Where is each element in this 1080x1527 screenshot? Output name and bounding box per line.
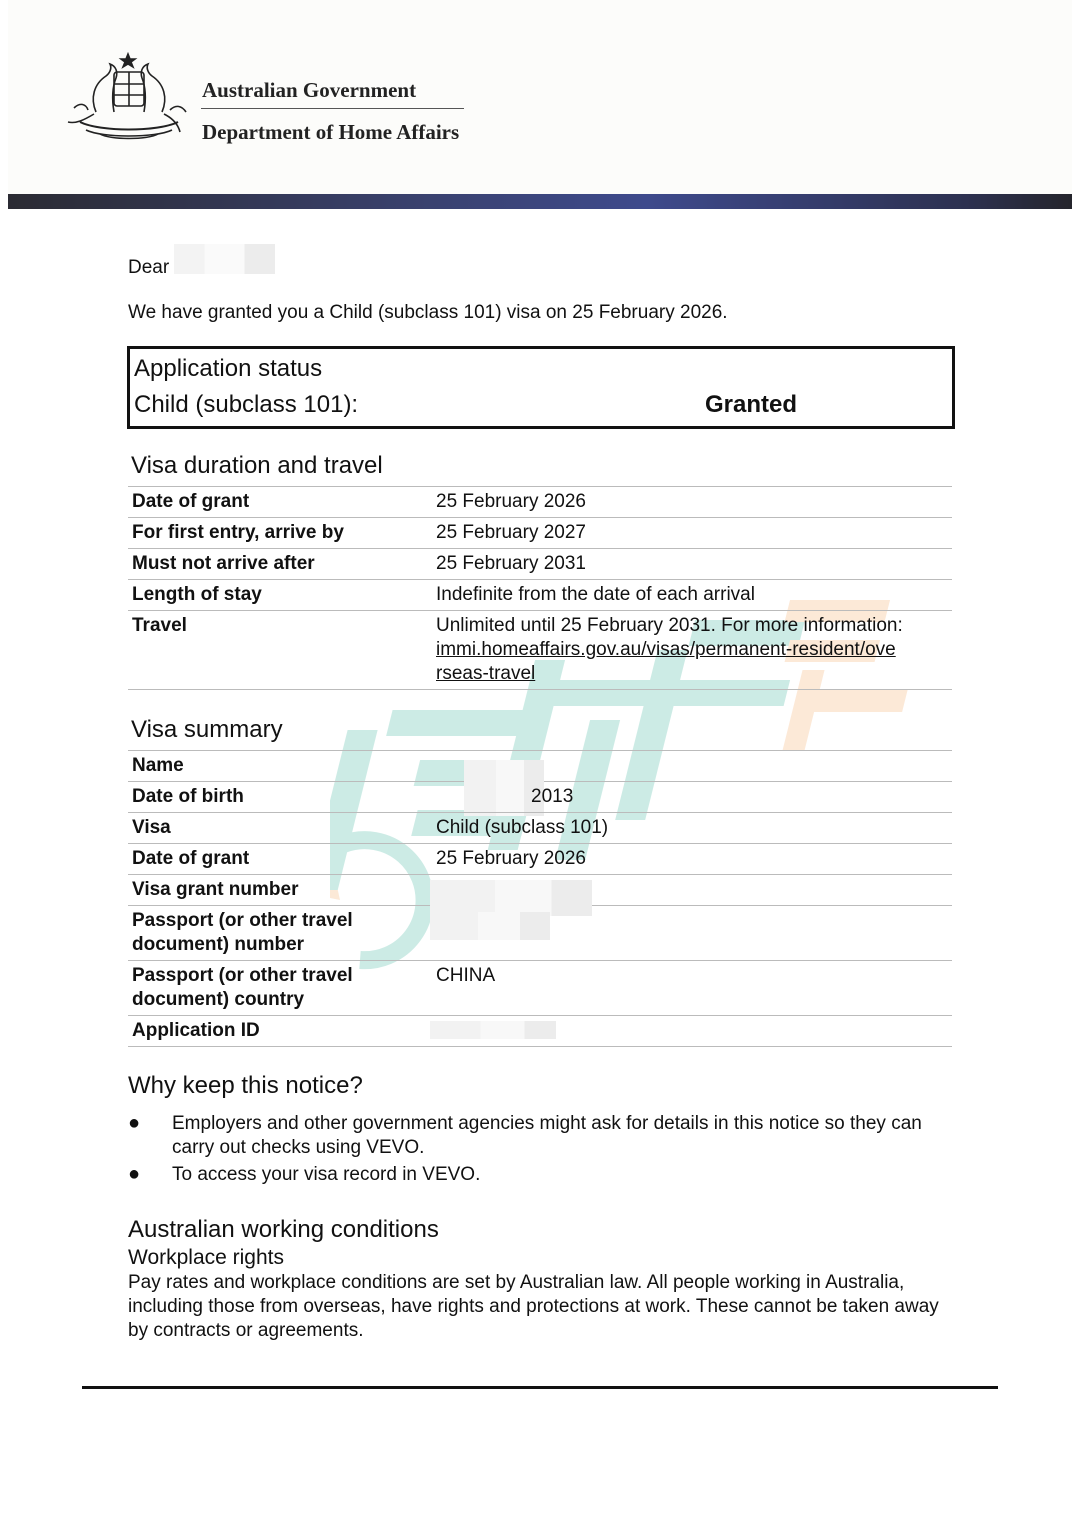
footer-divider bbox=[82, 1386, 998, 1389]
table-row: Date of grant 25 February 2026 bbox=[128, 844, 952, 875]
header-band bbox=[8, 194, 1072, 209]
coat-of-arms-icon bbox=[66, 52, 192, 146]
table-row: Passport (or other travel document) number bbox=[128, 906, 952, 961]
table-row: Date of birth 2013 bbox=[128, 782, 952, 813]
table-row: Must not arrive after 25 February 2031 bbox=[128, 549, 952, 580]
table-row: Name bbox=[128, 751, 952, 782]
redacted-passport-number bbox=[430, 912, 550, 940]
duration-heading: Visa duration and travel bbox=[131, 452, 383, 479]
government-title: Australian Government bbox=[202, 78, 417, 102]
table-row: Length of stay Indefinite from the date of each arrival bbox=[128, 580, 952, 611]
workplace-rights-paragraph: Pay rates and workplace conditions are set by Australian law. All people working in Australia, including those from overseas, have rights and protections at work. These cannot be taken away by contracts or agreements. bbox=[128, 1272, 939, 1341]
table-row: Date of grant 25 February 2026 bbox=[128, 487, 952, 518]
salutation: Dear bbox=[128, 257, 170, 278]
table-row: Travel Unlimited until 25 February 2031. For more information: immi.homeaffairs.gov.au/visas/permanent-resident/overseas-travel bbox=[128, 611, 952, 690]
header-divider bbox=[201, 108, 464, 109]
grant-intro: We have granted you a Child (subclass 101) visa on 25 February 2026. bbox=[128, 302, 728, 323]
redacted-application-id bbox=[430, 1021, 556, 1039]
overseas-travel-link[interactable]: immi.homeaffairs.gov.au/visas/permanent-resident/overseas-travel bbox=[436, 639, 896, 684]
working-heading: Australian working conditions bbox=[128, 1216, 439, 1243]
workplace-rights-subheading: Workplace rights bbox=[128, 1246, 285, 1269]
table-row: Visa grant number bbox=[128, 875, 952, 906]
table-row: For first entry, arrive by 25 February 2027 bbox=[128, 518, 952, 549]
travel-text: Unlimited until 25 February 2031. For more information: bbox=[436, 615, 903, 636]
summary-heading: Visa summary bbox=[131, 716, 283, 743]
table-row: Application ID bbox=[128, 1016, 952, 1047]
redacted-name bbox=[174, 244, 275, 274]
status-title: Application status bbox=[134, 355, 323, 382]
status-value: Granted bbox=[705, 391, 798, 418]
bullet-icon: ● bbox=[128, 1112, 141, 1134]
table-row: Passport (or other travel document) country CHINA bbox=[128, 961, 952, 1016]
why-heading: Why keep this notice? bbox=[128, 1072, 363, 1099]
status-visa-label: Child (subclass 101): bbox=[134, 391, 359, 418]
bullet-icon: ● bbox=[128, 1163, 141, 1185]
department-title: Department of Home Affairs bbox=[202, 120, 460, 144]
table-row: Visa Child (subclass 101) bbox=[128, 813, 952, 844]
application-status-box bbox=[127, 346, 955, 429]
